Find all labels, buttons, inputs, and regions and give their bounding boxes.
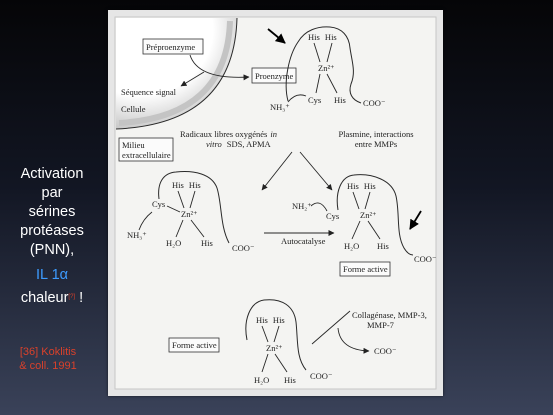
final-his3: His (284, 375, 296, 385)
preproenzyme-label: Préproenzyme (146, 42, 196, 52)
activators-left-line2 (206, 139, 272, 149)
final-water: H₂O (254, 375, 270, 385)
final-form-label: Forme active (172, 340, 217, 350)
intermediate-cys: Cys (152, 199, 166, 209)
text-activation: Activation (20, 166, 84, 182)
cell-label: Cellule (121, 104, 146, 114)
proenzyme-cys: Cys (308, 95, 322, 105)
proenzyme-zinc: Zn²⁺ (318, 63, 335, 73)
intermediate-carboxyl: COO⁻ (232, 243, 255, 253)
milieu-label: Milieu (122, 140, 145, 150)
intermediate-his-pair: His His (172, 180, 201, 190)
intermediate-water: H₂O (166, 238, 182, 248)
active-cys: Cys (326, 211, 340, 221)
text-chaleur: chaleur (20, 290, 69, 306)
cleavage-enzymes-line1: Collagénase, MMP-3, (352, 310, 427, 320)
active-his3: His (377, 241, 389, 251)
active-his-pair: His His (347, 181, 376, 191)
active-amino: NH₂⁺ (292, 201, 312, 211)
active-water: H₂O (344, 241, 360, 251)
signal-sequence-label: Séquence signal (121, 87, 176, 97)
proenzyme-amino: NH₃⁺ (270, 102, 290, 112)
activators-right-line2: entre MMPs (354, 139, 398, 149)
text-chaleur-line (0, 288, 104, 307)
active-zinc: Zn²⁺ (360, 210, 377, 220)
activators-right-line1: Plasmine, interactions (338, 129, 414, 139)
text-pnn: (PNN), (29, 242, 75, 258)
text-proteases: protéases (20, 223, 84, 239)
intermediate-amino: NH₃⁺ (127, 230, 147, 240)
autocatalysis-label: Autocatalyse (281, 236, 326, 246)
in-text: in (270, 129, 277, 139)
vitro-text: vitro (206, 139, 222, 149)
proenzyme-his3: His (334, 95, 346, 105)
proenzyme-carboxyl: COO⁻ (363, 98, 386, 108)
cleavage-enzymes-line2: MMP-7 (367, 320, 394, 330)
mmp-activation-figure (108, 10, 443, 396)
final-carboxyl: COO⁻ (310, 371, 333, 381)
chaleur-reference: [?] (68, 294, 76, 300)
text-il1-alpha: IL 1α (35, 267, 69, 283)
active-carboxyl: COO⁻ (414, 254, 437, 264)
citation-line-2: & coll. 1991 (19, 360, 77, 372)
active-form-label: Forme active (343, 264, 388, 274)
mmp-activation-diagram (108, 10, 443, 396)
intermediate-his3: His (201, 238, 213, 248)
intermediate-zinc: Zn²⁺ (181, 209, 198, 219)
text-serines: sérines (28, 204, 76, 220)
text-par: par (41, 185, 63, 201)
final-zinc: Zn²⁺ (266, 343, 283, 353)
citation-line-1: [36] Koklitis (19, 346, 77, 358)
text-exclamation: ! (75, 290, 84, 306)
activators-left-line1 (180, 129, 277, 139)
extracellular-label: extracellulaire (122, 150, 171, 160)
proenzyme-label: Proenzyme (255, 71, 294, 81)
proenzyme-his-pair: His His (308, 32, 337, 42)
released-carboxyl: COO⁻ (374, 346, 397, 356)
final-his-pair: His His (256, 315, 285, 325)
sds-apma-text: SDS, APMA (226, 139, 271, 149)
radicals-text: Radicaux libres oxygénés (180, 129, 268, 139)
